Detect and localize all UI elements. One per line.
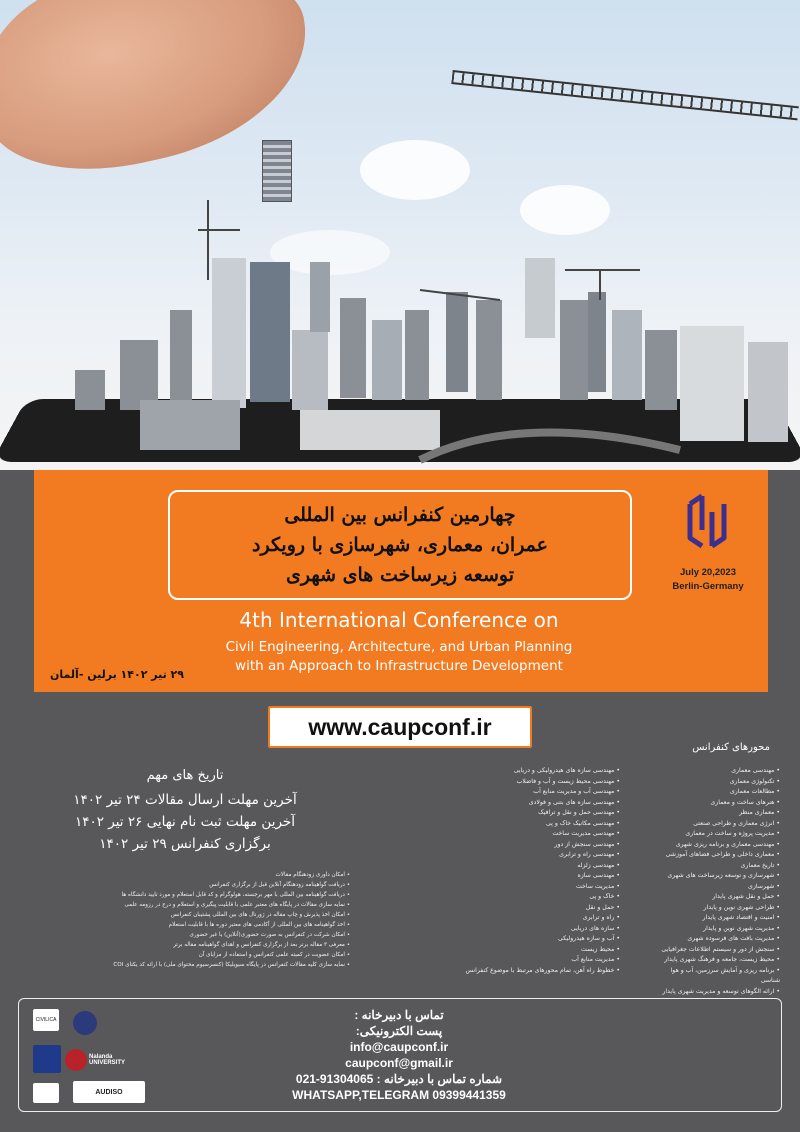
miniature-building: [262, 140, 292, 202]
small-logo-icon: [33, 1083, 59, 1103]
event-date-en: [666, 566, 750, 594]
topic-item: • سنجش از دور و سیستم اطلاعات جغرافیایی: [660, 945, 780, 956]
topic-item: • انرژی معماری و طراحی صنعتی: [660, 819, 780, 830]
benefits-list: [60, 870, 350, 970]
date-en: July 20,2023: [680, 567, 736, 578]
conference-date: برگزاری کنفرانس ۲۹ تیر ۱۴۰۲: [99, 836, 271, 852]
benefit-item: • امکان عضویت در کمیته علمی کنفرانس و استفاده از مزایای آن: [60, 950, 350, 960]
topic-item: • تاریخ معماری: [660, 861, 780, 872]
contact-heading: تماس با دبیرخانه :: [354, 1008, 444, 1022]
topic-item: • حمل و نقل: [440, 903, 620, 914]
email-label: پست الکترونیکی:: [355, 1024, 443, 1038]
event-date-fa: ۲۹ تیر ۱۴۰۲ برلین -آلمان: [50, 668, 184, 681]
oq-logo-icon: [33, 1045, 61, 1073]
audiso-logo-text: AUDISO: [95, 1088, 123, 1096]
contact-box: [18, 998, 782, 1112]
topic-item: • ارائه الگوهای توسعه و مدیریت شهری پایدار: [660, 987, 780, 998]
topic-item: • مهندسی مدیریت ساخت: [440, 829, 620, 840]
benefit-item: • دریافت گواهینامه زودهنگام آنلاین قبل از برگزاری کنفرانس: [60, 880, 350, 890]
topic-item: • خاک و پی: [440, 892, 620, 903]
topic-item: • مدیریت ساخت: [440, 882, 620, 893]
benefit-item: • امکان شرکت در کنفرانس به صورت حضوری(آنلاین) یا غیر حضوری: [60, 930, 350, 940]
title-band: [34, 470, 768, 692]
topic-item: • مدیریت شهری نوین و پایدار: [660, 924, 780, 935]
website-link[interactable]: www.caupconf.ir: [268, 706, 532, 748]
topics-column-architecture: [660, 766, 780, 997]
persian-title-line1: چهارمین کنفرانس بین المللی: [284, 504, 516, 526]
topic-item: • مهندسی مکانیک خاک و پی: [440, 819, 620, 830]
topic-item: • مهندسی حمل و نقل و ترافیک: [440, 808, 620, 819]
email-secondary[interactable]: caupconf@gmail.ir: [345, 1056, 453, 1070]
civilica-logo-text: CIVILICA: [35, 1017, 57, 1023]
english-subtitle-line2: with an Approach to Infrastructure Development: [235, 658, 563, 674]
nalanda-logo: [89, 1049, 145, 1071]
topic-item: • مطالعات معماری: [660, 787, 780, 798]
topic-item: • مدیریت منابع آب: [440, 955, 620, 966]
phone-number[interactable]: 021-91304065 : شماره تماس با دبیرخانه: [295, 1072, 503, 1086]
persian-title-line3: توسعه زیرساخت های شهری: [286, 564, 514, 586]
topic-item: • معماری منظر: [660, 808, 780, 819]
nalanda-logo-text: Nalanda UNIVERSITY: [89, 1054, 126, 1066]
topic-item: • مهندسی معماری: [660, 766, 780, 777]
topics-heading: محورهای کنفرانس: [692, 742, 770, 753]
deadline-papers: آخرین مهلت ارسال مقالات ۲۴ تیر ۱۴۰۲: [73, 792, 297, 808]
benefit-item: • نمایه سازی مقالات در پایگاه های معتبر علمی با قابلیت پیگیری و استعلام و درج در رزومه علمی: [60, 900, 350, 910]
persian-title-box: [168, 490, 632, 600]
topic-item: • خطوط راه آهن، تمام محورهای مرتبط با موضوع کنفرانس: [440, 966, 620, 977]
topic-item: • حمل و نقل شهری پایدار: [660, 892, 780, 903]
audiso-logo: [73, 1081, 145, 1103]
topic-item: • شهرسازی: [660, 882, 780, 893]
topic-item: • مهندسی راه و ترابری: [440, 850, 620, 861]
topic-item: • مهندسی سازه های هیدرولیکی و دریایی: [440, 766, 620, 777]
topic-item: • سازه های دریایی: [440, 924, 620, 935]
benefit-item: • امکان اخذ پذیرش و چاپ مقاله در ژورنال های بین المللی پشتیبان کنفرانس: [60, 910, 350, 920]
topic-item: • هنرهای ساخت و معماری: [660, 798, 780, 809]
english-title: 4th International Conference on: [239, 608, 559, 632]
topic-item: • مهندسی زلزله: [440, 861, 620, 872]
topic-item: • برنامه ریزی و آمایش سرزمین، آب و هوا شناسی: [660, 966, 780, 987]
location-en: Berlin-Germany: [672, 581, 744, 592]
topic-item: • مهندسی سازه: [440, 871, 620, 882]
benefit-item: • اخذ گواهینامه های بین المللی از آکادمی های معتبر دوره ها با قابلیت استعلام: [60, 920, 350, 930]
topic-item: • محیط زیست: [440, 945, 620, 956]
topic-item: • مدیریت پروژه و ساخت در معماری: [660, 829, 780, 840]
topic-item: • مهندسی سنجش از دور: [440, 840, 620, 851]
civilica-logo: [33, 1009, 59, 1031]
topic-item: • طراحی شهری نوین و پایدار: [660, 903, 780, 914]
email-primary[interactable]: info@caupconf.ir: [349, 1040, 449, 1054]
english-subtitle-line1: Civil Engineering, Architecture, and Urban Planning: [225, 639, 573, 655]
english-subtitle: [184, 638, 614, 676]
topic-item: • مهندسی آب و مدیریت منابع آب: [440, 787, 620, 798]
benefit-item: • نمایه سازی کلیه مقالات کنفرانس در پایگاه سیویلیکا (کنسرسیوم محتوای ملی) با ارائه کد یکتای COI: [60, 960, 350, 970]
topic-item: • محیط زیست، جامعه و فرهنگ شهری پایدار: [660, 955, 780, 966]
topic-item: • مهندسی معماری و برنامه ریزی شهری: [660, 840, 780, 851]
benefit-item: • امکان داوری زودهنگام مقالات: [60, 870, 350, 880]
topic-item: • مدیریت بافت های فرسوده شهری: [660, 934, 780, 945]
contact-info: [269, 1007, 529, 1103]
benefit-item: • دریافت گواهینامه بین المللی با مهر برجسته، هولوگرام و کد قابل استعلام و مورد تایید دانشگاه ها: [60, 890, 350, 900]
topic-item: • آب و سازه هیدرولیکی: [440, 934, 620, 945]
topic-item: • راه و ترابری: [440, 913, 620, 924]
whatsapp-telegram[interactable]: WHATSAPP,TELEGRAM 09399441359: [292, 1088, 506, 1102]
hero-image: [0, 0, 800, 470]
partner-logos: [29, 1005, 149, 1105]
persian-title-line2: عمران، معماری، شهرسازی با رویکرد: [252, 534, 548, 556]
nalanda-seal-icon: [65, 1049, 87, 1071]
topic-item: • معماری داخلی و طراحی فضاهای آموزشی: [660, 850, 780, 861]
topic-item: • تکنولوژی معماری: [660, 777, 780, 788]
benefit-item: • معرفی ۳ مقاله برتر بعد از برگزاری کنفرانس و اهدای گواهینامه مقاله برتر: [60, 940, 350, 950]
seal-icon: [73, 1011, 97, 1035]
deadline-registration: آخرین مهلت ثبت نام نهایی ۲۶ تیر ۱۴۰۲: [74, 814, 296, 830]
important-dates-heading: تاریخ های مهم: [146, 768, 224, 783]
topics-column-civil: [440, 766, 620, 976]
topic-item: • مهندسی محیط زیست و آب و فاضلاب: [440, 777, 620, 788]
conference-logo-icon: [682, 490, 732, 552]
important-dates: [60, 768, 310, 855]
topic-item: • امنیت و اقتصاد شهری پایدار: [660, 913, 780, 924]
topic-item: • شهرسازی و توسعه زیرساخت های شهری: [660, 871, 780, 882]
topic-item: • مهندسی سازه های بتنی و فولادی: [440, 798, 620, 809]
